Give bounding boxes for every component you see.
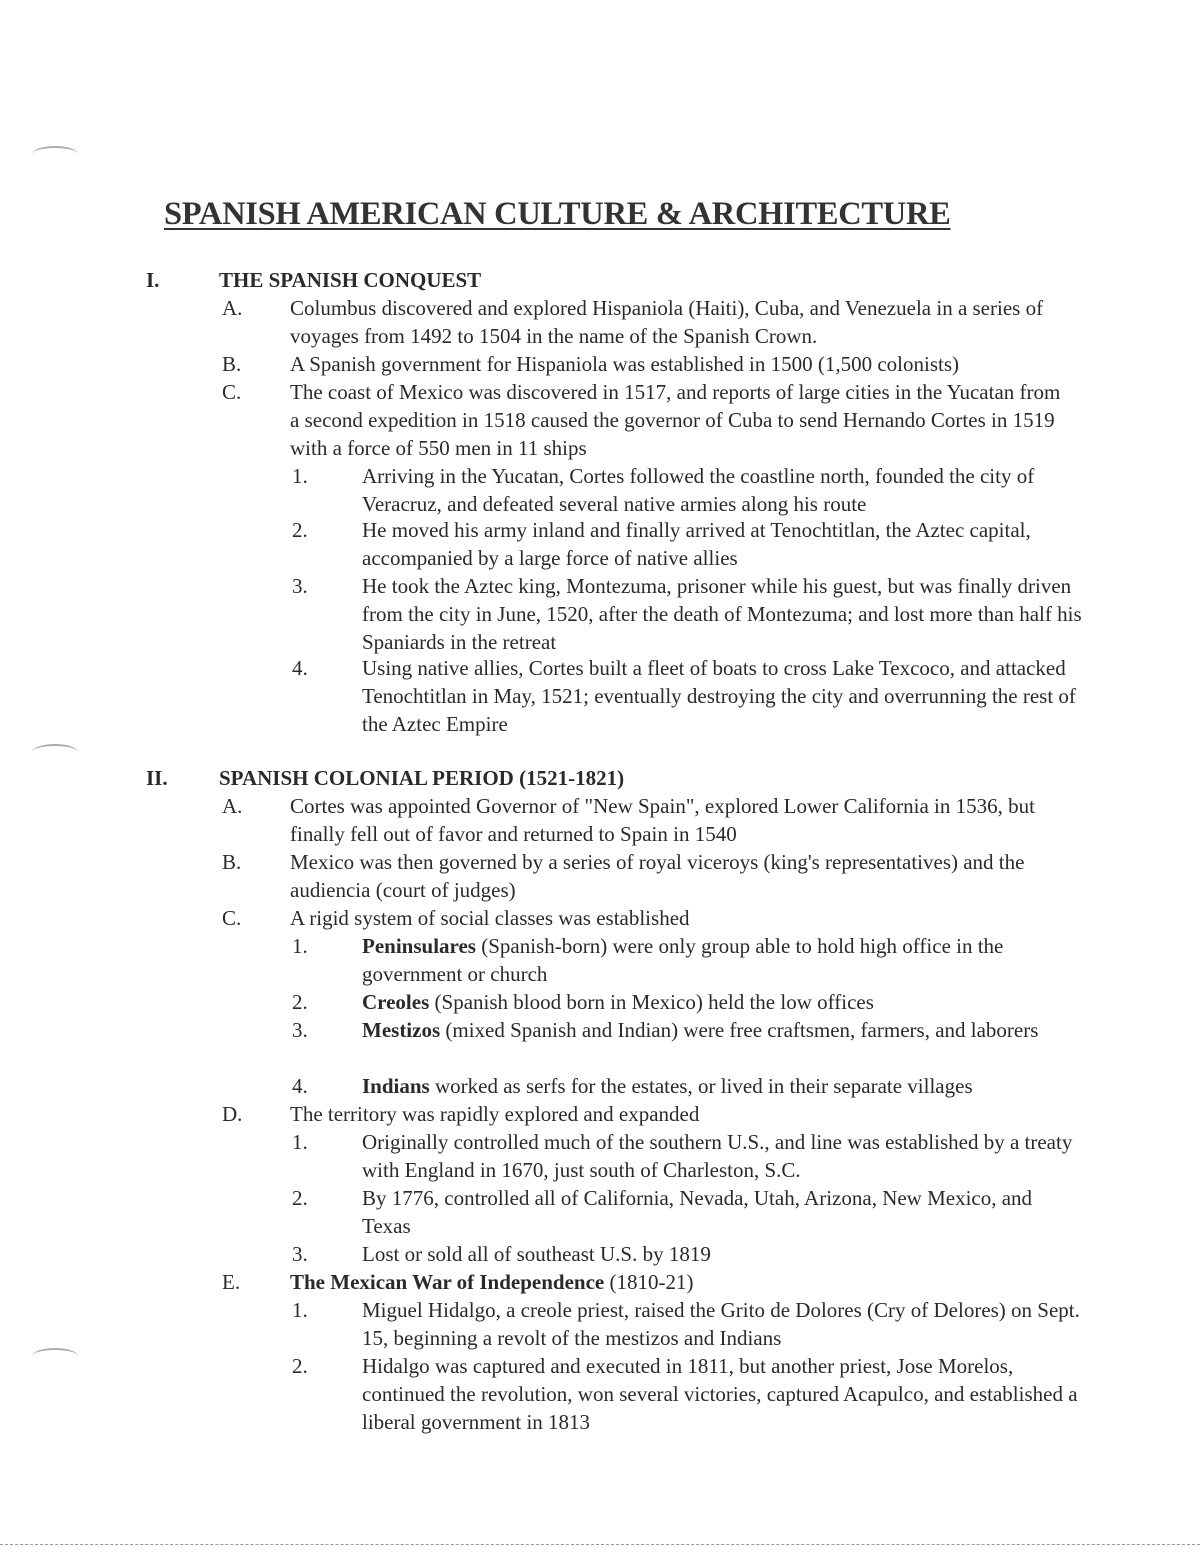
class-term: Creoles <box>362 990 430 1014</box>
class-description: worked as serfs for the estates, or lived in their separate villages <box>429 1074 973 1098</box>
page-title: SPANISH AMERICAN CULTURE & ARCHITECTURE <box>164 196 951 232</box>
subitem-marker: 3. <box>292 1242 308 1266</box>
subitem-marker: 4. <box>292 1074 308 1098</box>
section-heading: SPANISH COLONIAL PERIOD (1521-1821) <box>219 766 625 790</box>
subitem-text: By 1776, controlled all of California, Nevada, Utah, Arizona, New Mexico, and Texas <box>362 1186 1033 1238</box>
hole-punch-mark <box>32 744 78 760</box>
subitem-text: Originally controlled much of the southern U.S., and line was established by a treaty with England in 1670, just south of Charleston, S.C. <box>362 1130 1073 1182</box>
item-marker: C. <box>222 380 242 404</box>
hole-punch-mark <box>32 1348 78 1364</box>
subitem-marker: 1. <box>292 1298 308 1322</box>
class-term: Peninsulares <box>362 934 476 958</box>
subitem-marker: 4. <box>292 656 308 680</box>
item-marker: D. <box>222 1102 243 1126</box>
item-marker: B. <box>222 850 242 874</box>
subitem-text <box>362 1016 1082 1044</box>
subitem-text <box>362 932 1082 988</box>
section-number: I. <box>146 268 160 292</box>
section-heading: THE SPANISH CONQUEST <box>219 268 482 292</box>
subitem-marker: 1. <box>292 464 308 488</box>
subitem-text <box>362 1072 1082 1100</box>
item-text: Mexico was then governed by a series of royal viceroys (king's representatives) and the audiencia (court of judges) <box>290 850 1025 902</box>
subitem-text: He moved his army inland and finally arrived at Tenochtitlan, the Aztec capital, accompanied by a large force of native allies <box>362 518 1031 570</box>
class-description: (mixed Spanish and Indian) were free craftsmen, farmers, and laborers <box>440 1018 1039 1042</box>
class-description: (Spanish blood born in Mexico) held the low offices <box>429 990 874 1014</box>
class-term: Mestizos <box>362 1018 441 1042</box>
item-text <box>290 1268 1070 1296</box>
subitem-text: Arriving in the Yucatan, Cortes followed the coastline north, founded the city of Veracruz, and defeated several native armies along his route <box>362 464 1035 516</box>
item-text: The coast of Mexico was discovered in 1517, and reports of large cities in the Yucatan from a second expedition in 1518 caused the governor of Cuba to send Hernando Cortes in 1519 with a force of 550 men in 11 ships <box>290 380 1061 460</box>
subitem-marker: 2. <box>292 518 308 542</box>
subitem-marker: 2. <box>292 1186 308 1210</box>
item-text: Columbus discovered and explored Hispaniola (Haiti), Cuba, and Venezuela in a series of voyages from 1492 to 1504 in the name of the Spanish Crown. <box>290 296 1044 348</box>
subitem-text: Using native allies, Cortes built a fleet of boats to cross Lake Texcoco, and attacked Tenochtitlan in May, 1521; eventually destroying the city and overrunning the rest of the Aztec Empire <box>362 656 1076 736</box>
item-marker: E. <box>222 1270 241 1294</box>
item-text: A rigid system of social classes was established <box>290 906 690 930</box>
item-marker: B. <box>222 352 242 376</box>
item-dates: (1810-21) <box>604 1270 694 1294</box>
hole-punch-mark <box>32 146 78 162</box>
class-description: (Spanish-born) were only group able to hold high office in the government or church <box>362 934 1004 986</box>
item-heading: The Mexican War of Independence <box>290 1270 605 1294</box>
item-marker: C. <box>222 906 242 930</box>
subitem-marker: 2. <box>292 990 308 1014</box>
subitem-marker: 1. <box>292 1130 308 1154</box>
item-text: Cortes was appointed Governor of "New Spain", explored Lower California in 1536, but finally fell out of favor and returned to Spain in 1540 <box>290 794 1035 846</box>
subitem-text: He took the Aztec king, Montezuma, prisoner while his guest, but was finally driven from the city in June, 1520, after the death of Montezuma; and lost more than half his Spaniards in the retreat <box>362 574 1082 654</box>
subitem-marker: 2. <box>292 1354 308 1378</box>
class-term: Indians <box>362 1074 430 1098</box>
scan-edge <box>0 1544 1200 1545</box>
item-marker: A. <box>222 794 243 818</box>
subitem-text: Hidalgo was captured and executed in 1811, but another priest, Jose Morelos, continued the revolution, won several victories, captured Acapulco, and established a liberal government in 1813 <box>362 1354 1078 1434</box>
subitem-marker: 1. <box>292 934 308 958</box>
subitem-marker: 3. <box>292 574 308 598</box>
section-number: II. <box>146 766 168 790</box>
item-text: The territory was rapidly explored and expanded <box>290 1102 700 1126</box>
subitem-text: Lost or sold all of southeast U.S. by 1819 <box>362 1242 711 1266</box>
subitem-text: Miguel Hidalgo, a creole priest, raised the Grito de Dolores (Cry of Delores) on Sept. 15, beginning a revolt of the mestizos and Indians <box>362 1298 1080 1350</box>
subitem-marker: 3. <box>292 1018 308 1042</box>
subitem-text <box>362 988 1082 1016</box>
item-text: A Spanish government for Hispaniola was established in 1500 (1,500 colonists) <box>290 352 959 376</box>
item-marker: A. <box>222 296 243 320</box>
